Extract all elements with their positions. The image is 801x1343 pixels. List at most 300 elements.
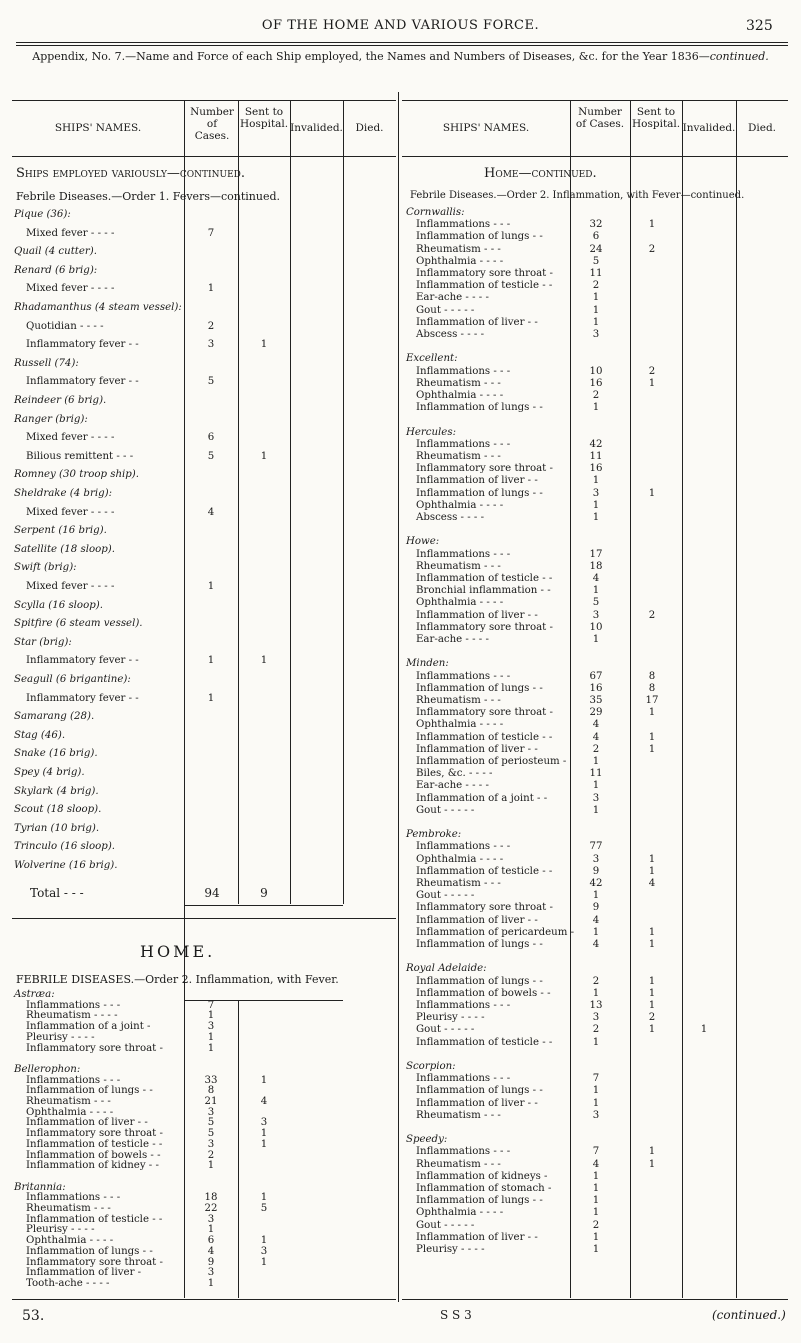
sent-value: 1 xyxy=(260,1256,268,1268)
sent-value: 1 xyxy=(260,1074,268,1086)
disease-name: Pleurisy - - - - xyxy=(26,1224,95,1236)
footer-left: 53. xyxy=(22,1308,45,1324)
ship-name: Romney (30 troop ship). xyxy=(14,469,139,481)
ship-name-row xyxy=(406,426,776,439)
footer-signature: S S 3 xyxy=(440,1308,472,1322)
disease-name: Inflammatory sore throat - xyxy=(416,707,553,719)
disease-name: Rheumatism - - - xyxy=(26,1203,111,1214)
ship-name-row xyxy=(14,561,354,574)
ship-name: Skylark (4 brig). xyxy=(14,785,99,797)
disease-row xyxy=(406,633,776,646)
cases-value: 5 xyxy=(207,376,215,388)
cases-value: 1 xyxy=(592,926,600,938)
ship-name: Bellerophon: xyxy=(14,1063,81,1075)
disease-row xyxy=(406,291,776,304)
sent-value: 1 xyxy=(260,1128,268,1140)
disease-row xyxy=(406,523,776,536)
cases-value: 1 xyxy=(592,304,600,316)
cases-value: 4 xyxy=(592,731,600,743)
disease-name: Inflammation of pericardeum - xyxy=(416,926,575,938)
ship-name: Ranger (brig): xyxy=(14,413,88,425)
disease-name: Inflammation of lungs - - xyxy=(416,1085,543,1097)
sent-value: 1 xyxy=(648,219,656,231)
disease-row xyxy=(406,731,776,744)
disease-name: Gout - - - - - xyxy=(416,1219,475,1231)
disease-name: Inflammatory sore throat - xyxy=(416,902,553,914)
disease-name: Inflammations - - - xyxy=(416,438,511,450)
disease-row xyxy=(406,316,776,329)
cases-value: 10 xyxy=(589,621,603,633)
disease-row xyxy=(406,1097,776,1110)
ship-name-row xyxy=(14,747,354,760)
disease-name: Ophthalmia - - - - xyxy=(416,255,504,267)
cases-value: 3 xyxy=(592,853,600,865)
sent-value: 4 xyxy=(648,878,656,889)
caption-continued: continued. xyxy=(709,50,769,63)
sent-value: 1 xyxy=(260,1138,268,1150)
col-number-r: Number of Cases. xyxy=(575,106,625,130)
disease-name: Rheumatism - - - xyxy=(416,377,501,389)
ship-name: Hercules: xyxy=(406,426,456,438)
disease-row xyxy=(14,431,354,444)
disease-row xyxy=(406,889,776,902)
cases-value: 4 xyxy=(592,1158,600,1170)
disease-name: Inflammation of testicle - - xyxy=(416,280,553,292)
continued-text: (continued.) xyxy=(712,1308,786,1322)
page-number: 325 xyxy=(746,18,773,34)
table-caption xyxy=(0,50,801,63)
section-title: Ships employed variously—continued. xyxy=(16,166,245,181)
sent-value: 1 xyxy=(648,939,656,950)
cases-value: 3 xyxy=(207,339,215,351)
disease-row xyxy=(406,450,776,463)
cases-value: 67 xyxy=(589,670,603,682)
disease-row xyxy=(406,511,776,524)
cases-value: 9 xyxy=(592,902,600,914)
ship-name-row xyxy=(14,785,354,798)
disease-row xyxy=(406,755,776,768)
disease-name: Inflammations - - - xyxy=(416,670,511,682)
disease-row xyxy=(406,743,776,756)
disease-name: Ophthalmia - - - - xyxy=(416,853,504,865)
disease-row xyxy=(406,584,776,597)
col-sent: Sent to Hospital. xyxy=(240,106,289,130)
disease-row xyxy=(14,1277,354,1290)
ship-name-row xyxy=(14,524,354,537)
disease-name: Inflammatory sore throat - xyxy=(416,621,553,633)
disease-name: Inflammation of a joint - - xyxy=(416,792,548,804)
ship-name-row xyxy=(14,840,354,853)
right-header-rule xyxy=(402,156,788,157)
cases-value: 2 xyxy=(207,1149,215,1161)
cases-value: 7 xyxy=(207,999,215,1011)
sent-value: 1 xyxy=(260,339,268,351)
ship-name: Seagull (6 brigantine): xyxy=(14,674,131,685)
cases-value: 1 xyxy=(207,581,215,592)
disease-name: Quotidian - - - - xyxy=(26,320,104,332)
sent-value: 8 xyxy=(648,682,656,694)
cases-value: 6 xyxy=(207,432,215,444)
disease-name: Inflammations - - - xyxy=(416,548,511,560)
cases-value: 11 xyxy=(589,768,603,780)
cases-value: 16 xyxy=(589,377,603,389)
cases-value: 7 xyxy=(592,1146,600,1158)
cases-value: 1 xyxy=(592,316,600,328)
disease-name: Inflammation of liver - - xyxy=(416,1231,538,1243)
cases-value: 4 xyxy=(207,1245,215,1257)
home-title: HOME. xyxy=(140,942,216,961)
ship-name-row xyxy=(14,301,354,314)
disease-name: Pleurisy - - - - xyxy=(416,1244,485,1255)
disease-row xyxy=(14,375,354,388)
disease-name: Inflammation of lungs - - xyxy=(416,1195,543,1207)
ship-name: Snake (16 brig). xyxy=(14,748,98,760)
disease-row xyxy=(406,474,776,487)
disease-row xyxy=(406,487,776,500)
cases-value: 7 xyxy=(592,1073,600,1085)
disease-name: Inflammatory sore throat - xyxy=(26,1042,163,1054)
cases-value: 5 xyxy=(207,1128,215,1140)
col-ships: SHIPS' NAMES. xyxy=(54,122,142,134)
cases-value: 2 xyxy=(592,390,600,401)
disease-name: Inflammation of bowels - - xyxy=(416,987,551,999)
disease-name: Inflammations - - - xyxy=(416,1073,511,1085)
ship-name-row xyxy=(406,206,776,219)
sent-value: 1 xyxy=(260,655,268,667)
disease-name: Inflammation of lungs - - xyxy=(416,975,543,987)
cases-value: 2 xyxy=(592,1219,600,1231)
ship-name: Spey (4 brig). xyxy=(14,767,85,778)
disease-row xyxy=(14,506,354,519)
disease-name: Inflammation of lungs - - xyxy=(416,487,543,499)
ship-name: Rhadamanthus (4 steam vessel): xyxy=(14,302,182,313)
left-header-rule xyxy=(12,156,396,157)
disease-row xyxy=(406,438,776,451)
sent-value: 2 xyxy=(648,243,656,255)
disease-row xyxy=(406,840,776,853)
cases-value: 1 xyxy=(592,1097,600,1109)
sent-value: 1 xyxy=(648,707,656,719)
disease-row xyxy=(14,692,354,705)
disease-name: Gout - - - - - xyxy=(416,890,475,902)
cases-value: 21 xyxy=(204,1096,218,1107)
col-died-r: Died. xyxy=(747,122,777,134)
ship-name: Cornwallis: xyxy=(406,207,465,218)
invalided-value: 1 xyxy=(700,1024,708,1036)
disease-row xyxy=(406,645,776,658)
disease-name: Ophthalmia - - - - xyxy=(416,719,504,731)
cases-value: 6 xyxy=(207,1235,215,1247)
cases-value: 1 xyxy=(207,1224,215,1236)
disease-row xyxy=(14,282,354,295)
disease-name: Pleurisy - - - - xyxy=(416,1012,485,1024)
cases-value: 1 xyxy=(207,1160,215,1172)
disease-row xyxy=(406,987,776,1000)
disease-row xyxy=(406,1206,776,1219)
cases-value: 35 xyxy=(589,695,603,706)
disease-name: Inflammations - - - xyxy=(416,841,511,853)
disease-name: Inflammation of liver - - xyxy=(416,1097,538,1109)
disease-row xyxy=(406,413,776,426)
total-sent: 9 xyxy=(260,886,268,900)
cases-value: 1 xyxy=(592,756,600,767)
sent-value: 1 xyxy=(648,1000,656,1011)
ship-name-row xyxy=(14,264,354,277)
disease-name: Ear-ache - - - - xyxy=(416,292,489,304)
cases-value: 4 xyxy=(592,719,600,731)
disease-name: Inflammations - - - xyxy=(416,219,511,231)
disease-name: Bronchial inflammation - - xyxy=(416,585,551,597)
ship-name: Scout (18 sloop). xyxy=(14,804,102,816)
disease-name: Inflammatory sore throat - xyxy=(416,463,553,475)
disease-name: Ear-ache - - - - xyxy=(416,634,489,645)
disease-name: Rheumatism - - - - xyxy=(26,1010,118,1022)
disease-row xyxy=(406,596,776,609)
disease-row xyxy=(406,230,776,243)
sent-value: 2 xyxy=(648,1012,656,1024)
disease-row xyxy=(406,304,776,317)
running-title: OF THE HOME AND VARIOUS FORCE. xyxy=(261,18,540,33)
ship-name-row xyxy=(14,543,354,556)
col-sent-r: Sent to Hospital. xyxy=(632,106,681,130)
disease-name: Rheumatism - - - xyxy=(416,695,501,706)
disease-row xyxy=(406,1158,776,1171)
cases-value: 1 xyxy=(207,692,215,704)
cases-value: 33 xyxy=(204,1074,218,1086)
right-section-title: Home—continued. xyxy=(484,166,597,181)
disease-row xyxy=(406,340,776,353)
disease-name: Inflammation of lungs - - xyxy=(416,231,543,243)
disease-name: Inflammation of liver - - xyxy=(416,316,538,328)
sent-value: 1 xyxy=(260,1235,268,1247)
cases-value: 1 xyxy=(592,890,600,902)
sent-value: 3 xyxy=(260,1245,268,1257)
disease-row xyxy=(14,338,354,351)
disease-name: Mixed fever - - - - xyxy=(26,227,115,239)
ship-name: Sheldrake (4 brig): xyxy=(14,488,113,499)
sent-value: 1 xyxy=(260,1192,268,1204)
cases-value: 1 xyxy=(592,1231,600,1243)
cases-value: 3 xyxy=(207,1106,215,1118)
cases-value: 1 xyxy=(207,655,215,667)
disease-row xyxy=(406,1072,776,1085)
disease-name: Inflammations - - - xyxy=(26,1074,121,1086)
disease-row xyxy=(406,1011,776,1024)
disease-name: Inflammation of testicle - - xyxy=(416,865,553,877)
center-divider xyxy=(398,92,399,1302)
ship-name: Spitfire (6 steam vessel). xyxy=(14,618,143,630)
ship-name-row xyxy=(406,828,776,841)
ship-name-row xyxy=(14,803,354,816)
cases-value: 11 xyxy=(589,268,603,279)
disease-row xyxy=(406,560,776,573)
cases-value: 1 xyxy=(207,1042,215,1054)
disease-name: Inflammation of bowels - - xyxy=(26,1149,161,1161)
disease-name: Rheumatism - - - xyxy=(416,451,501,462)
cases-value: 1 xyxy=(592,585,600,597)
cases-value: 5 xyxy=(207,1117,215,1129)
disease-name: Ophthalmia - - - - xyxy=(416,390,504,401)
disease-name: Inflammation of testicle - - xyxy=(26,1213,163,1225)
ship-name: Tyrian (10 brig). xyxy=(14,822,100,834)
disease-row xyxy=(406,1048,776,1061)
disease-name: Inflammation of liver - - xyxy=(26,1117,148,1129)
sent-value: 1 xyxy=(648,987,656,999)
disease-row xyxy=(406,328,776,341)
cases-value: 77 xyxy=(589,841,603,853)
cases-value: 3 xyxy=(592,1012,600,1024)
cases-value: 4 xyxy=(592,939,600,950)
cases-value: 1 xyxy=(592,780,600,792)
cases-value: 1 xyxy=(592,987,600,999)
ship-name-row xyxy=(14,859,354,872)
ship-name-row xyxy=(14,822,354,835)
disease-name: Pleurisy - - - - xyxy=(26,1031,95,1043)
disease-name: Inflammation of kidney - - xyxy=(26,1160,159,1172)
disease-name: Mixed fever - - - - xyxy=(26,283,115,295)
sent-value: 8 xyxy=(648,670,656,682)
order-heading-2: FEBRILE DISEASES.—Order 2. Inflammation, with Fever. xyxy=(16,973,339,986)
disease-name: Ophthalmia - - - - xyxy=(26,1235,114,1247)
cases-value: 22 xyxy=(204,1203,218,1214)
disease-name: Inflammations - - - xyxy=(416,1146,511,1158)
cases-value: 1 xyxy=(592,1036,600,1048)
disease-row xyxy=(406,1121,776,1134)
disease-row xyxy=(406,401,776,414)
sent-value: 1 xyxy=(648,731,656,743)
disease-name: Inflammation of stomach - xyxy=(416,1183,552,1194)
disease-name: Inflammations - - - xyxy=(26,999,121,1011)
disease-name: Inflammation of liver - - xyxy=(416,914,538,926)
ship-name: Minden: xyxy=(406,658,449,670)
sent-value: 1 xyxy=(648,487,656,499)
cases-value: 1 xyxy=(592,1183,600,1194)
disease-row xyxy=(14,654,354,667)
disease-name: Gout - - - - - xyxy=(416,304,475,316)
col-number: Number of Cases. xyxy=(190,106,234,142)
col-invalided-r: Invalided. xyxy=(682,122,736,134)
disease-name: Ophthalmia - - - - xyxy=(26,1106,114,1118)
cases-value: 3 xyxy=(207,1021,215,1033)
disease-row xyxy=(406,816,776,829)
footer-continued xyxy=(712,1308,786,1322)
disease-row xyxy=(14,450,354,463)
cases-value: 5 xyxy=(592,597,600,609)
disease-row xyxy=(406,975,776,988)
cases-value: 1 xyxy=(592,1170,600,1182)
cases-value: 24 xyxy=(589,243,603,255)
disease-row xyxy=(406,950,776,963)
sent-value: 1 xyxy=(648,853,656,865)
disease-name: Inflammation of lungs - - xyxy=(416,682,543,694)
disease-name: Inflammatory sore throat - xyxy=(26,1128,163,1140)
disease-row xyxy=(406,804,776,817)
disease-name: Rheumatism - - - xyxy=(416,1109,501,1121)
disease-row xyxy=(406,1109,776,1122)
ship-name: Russell (74): xyxy=(14,357,79,369)
disease-name: Biles, &c. - - - - xyxy=(416,768,493,780)
cases-value: 1 xyxy=(592,512,600,523)
ship-name: Satellite (18 sloop). xyxy=(14,543,115,555)
cases-value: 16 xyxy=(589,682,603,694)
sent-value: 1 xyxy=(260,450,268,462)
disease-row xyxy=(406,365,776,378)
disease-name: Inflammation of liver - - xyxy=(416,609,538,621)
disease-row xyxy=(406,901,776,914)
disease-name: Rheumatism - - - xyxy=(416,878,501,889)
cases-value: 3 xyxy=(207,1138,215,1150)
sent-value: 1 xyxy=(648,1146,656,1158)
cases-value: 6 xyxy=(592,231,600,243)
ship-name: Wolverine (16 brig). xyxy=(14,860,118,871)
col-died: Died. xyxy=(355,122,384,134)
sent-value: 4 xyxy=(260,1096,268,1107)
disease-row xyxy=(406,865,776,878)
cases-value: 1 xyxy=(592,292,600,304)
disease-row xyxy=(406,1194,776,1207)
sent-value: 1 xyxy=(648,1158,656,1170)
cases-value: 10 xyxy=(589,365,603,377)
disease-name: Inflammatory fever - - xyxy=(26,692,139,704)
disease-name: Inflammatory fever - - xyxy=(26,376,139,388)
cases-value: 42 xyxy=(589,878,603,889)
cases-value: 1 xyxy=(592,1195,600,1207)
disease-name: Ophthalmia - - - - xyxy=(416,499,504,511)
disease-name: Mixed fever - - - - xyxy=(26,506,115,518)
disease-row xyxy=(406,1219,776,1232)
disease-name: Inflammation of testicle - - xyxy=(26,1138,163,1150)
cases-value: 2 xyxy=(592,743,600,755)
disease-row xyxy=(406,670,776,683)
ship-name-row xyxy=(14,729,354,742)
cases-value: 17 xyxy=(589,548,603,560)
disease-row xyxy=(406,609,776,622)
ship-name: Pique (36): xyxy=(14,209,71,220)
disease-row xyxy=(406,706,776,719)
disease-row xyxy=(406,694,776,707)
disease-row xyxy=(14,320,354,333)
disease-name: Ophthalmia - - - - xyxy=(416,597,504,609)
ship-name-row xyxy=(14,617,354,630)
sent-value: 1 xyxy=(648,926,656,938)
disease-row xyxy=(406,1182,776,1195)
disease-name: Bilious remittent - - - xyxy=(26,450,134,462)
cases-value: 1 xyxy=(592,475,600,487)
cases-value: 1 xyxy=(207,1031,215,1043)
disease-row xyxy=(406,718,776,731)
disease-row xyxy=(406,548,776,561)
disease-name: Rheumatism - - - xyxy=(416,560,501,572)
ship-name: Renard (6 brig): xyxy=(14,264,98,276)
sent-value: 3 xyxy=(260,1117,268,1129)
disease-name: Inflammations - - - xyxy=(416,365,511,377)
cases-value: 8 xyxy=(207,1085,215,1097)
ship-name: Excellent: xyxy=(406,353,458,365)
disease-row xyxy=(406,767,776,780)
disease-name: Inflammatory fever - - xyxy=(26,339,139,351)
disease-row xyxy=(406,1023,776,1036)
ship-name: Speedy: xyxy=(406,1134,448,1146)
header-rule xyxy=(16,42,788,46)
disease-row xyxy=(406,279,776,292)
disease-row xyxy=(406,999,776,1012)
cases-value: 1 xyxy=(592,634,600,645)
disease-row xyxy=(406,1036,776,1049)
cases-value: 3 xyxy=(592,329,600,340)
total-rule xyxy=(184,905,343,906)
home-rule xyxy=(12,918,396,919)
disease-name: Rheumatism - - - xyxy=(416,243,501,255)
